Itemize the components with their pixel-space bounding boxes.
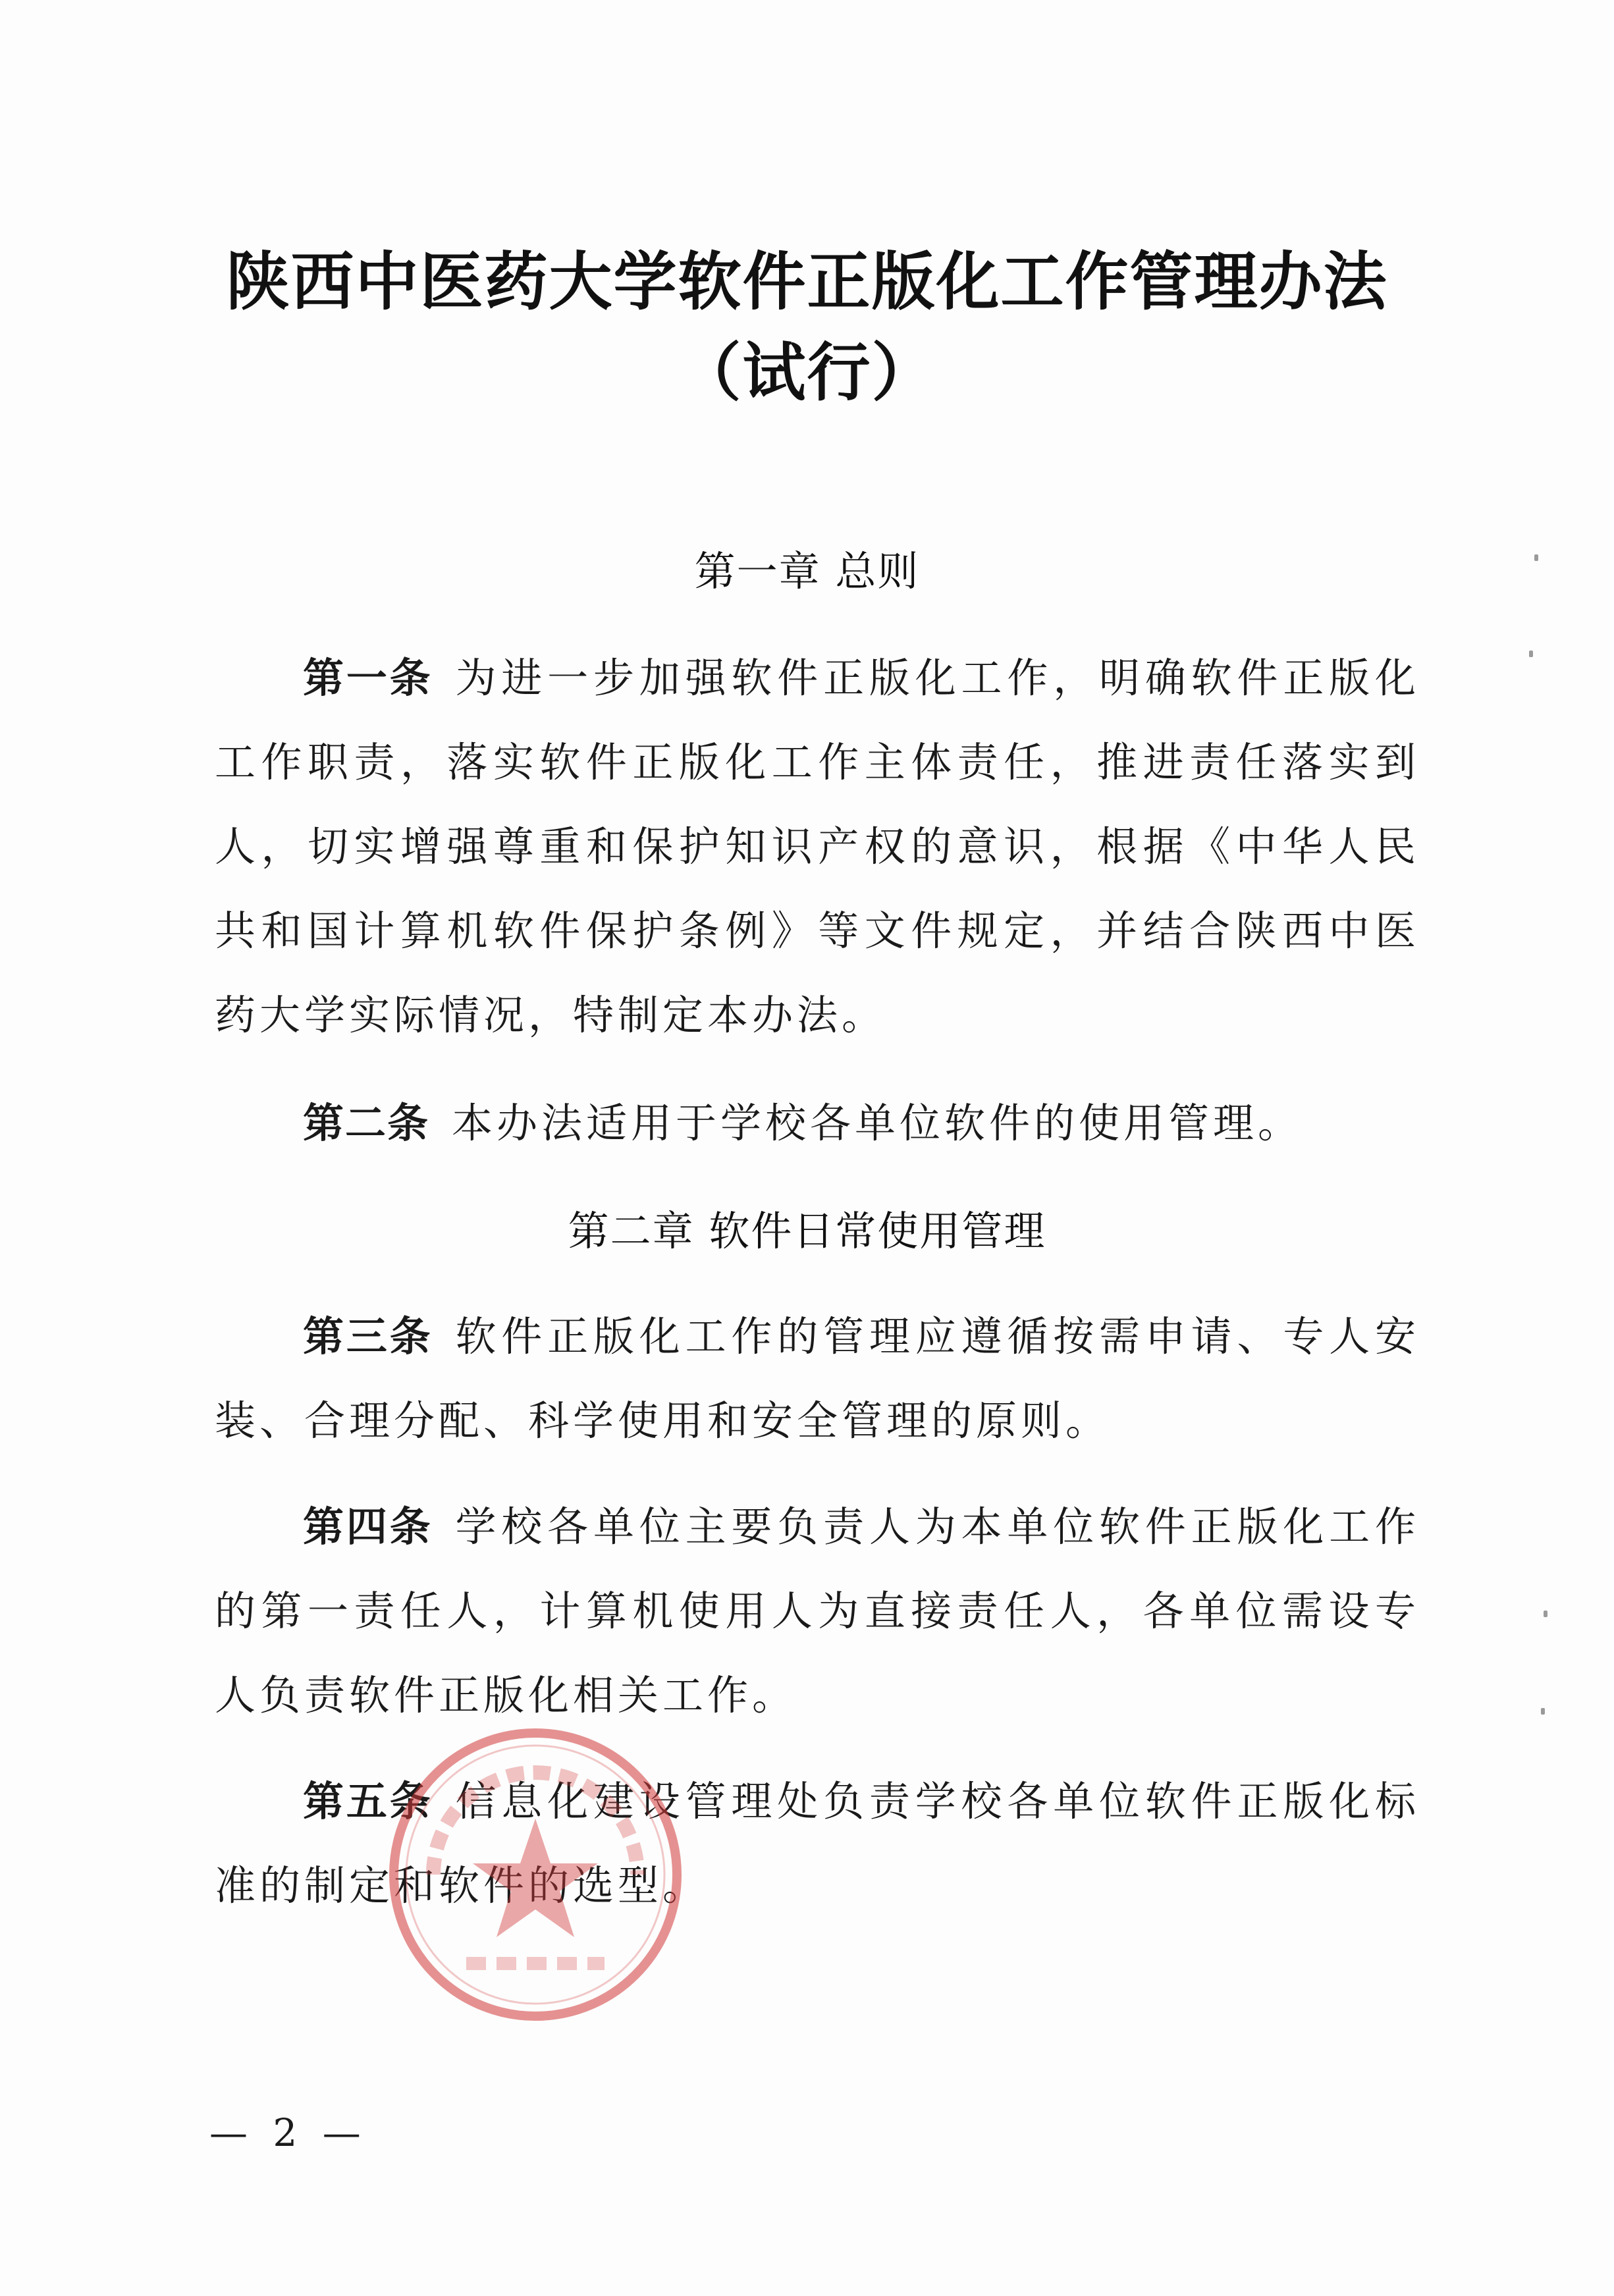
article-label: 第五条 — [303, 1777, 433, 1825]
article-label: 第四条 — [303, 1503, 433, 1551]
article-3 — [215, 1295, 1420, 1463]
scan-speck — [1529, 651, 1533, 657]
document-title: 陕西中医药大学软件正版化工作管理办法 — [226, 244, 1388, 319]
article-text: 本办法适用于学校各单位软件的使用管理。 — [452, 1099, 1303, 1147]
document-subtitle: （试行） — [678, 335, 936, 410]
article-2 — [215, 1081, 1420, 1165]
article-text: 软件正版化工作的管理应遵循按需申请、专人安装、合理分配、科学使用和安全管理的原则。 — [215, 1312, 1420, 1445]
article-text: 信息化建设管理处负责学校各单位软件正版化标准的制定和软件的选型。 — [215, 1777, 1420, 1909]
article-label: 第一条 — [303, 654, 433, 702]
article-4 — [215, 1485, 1420, 1738]
page-number: — 2 — — [209, 2110, 367, 2155]
article-text: 为进一步加强软件正版化工作，明确软件正版化工作职责，落实软件正版化工作主体责任，推进责任落实到人，切实增强尊重和保护知识产权的意识，根据《中华人民共和国计算机软件保护条例》等文件规定，并结合陕西中医药大学实际情况，特制定本办法。 — [215, 654, 1420, 1039]
red-official-seal-icon — [381, 1720, 690, 2029]
chapter-heading-1: 第一章 总则 — [694, 547, 920, 595]
scan-speck — [1544, 1611, 1547, 1617]
article-text: 学校各单位主要负责人为本单位软件正版化工作的第一责任人，计算机使用人为直接责任人，各单位需设专人负责软件正版化相关工作。 — [215, 1503, 1420, 1719]
article-label: 第三条 — [303, 1312, 433, 1360]
chapter-heading-2: 第二章 软件日常使用管理 — [568, 1207, 1046, 1255]
article-1 — [215, 636, 1420, 1057]
scan-speck — [1534, 554, 1538, 561]
article-label: 第二条 — [303, 1099, 430, 1147]
scan-speck — [1541, 1708, 1545, 1715]
